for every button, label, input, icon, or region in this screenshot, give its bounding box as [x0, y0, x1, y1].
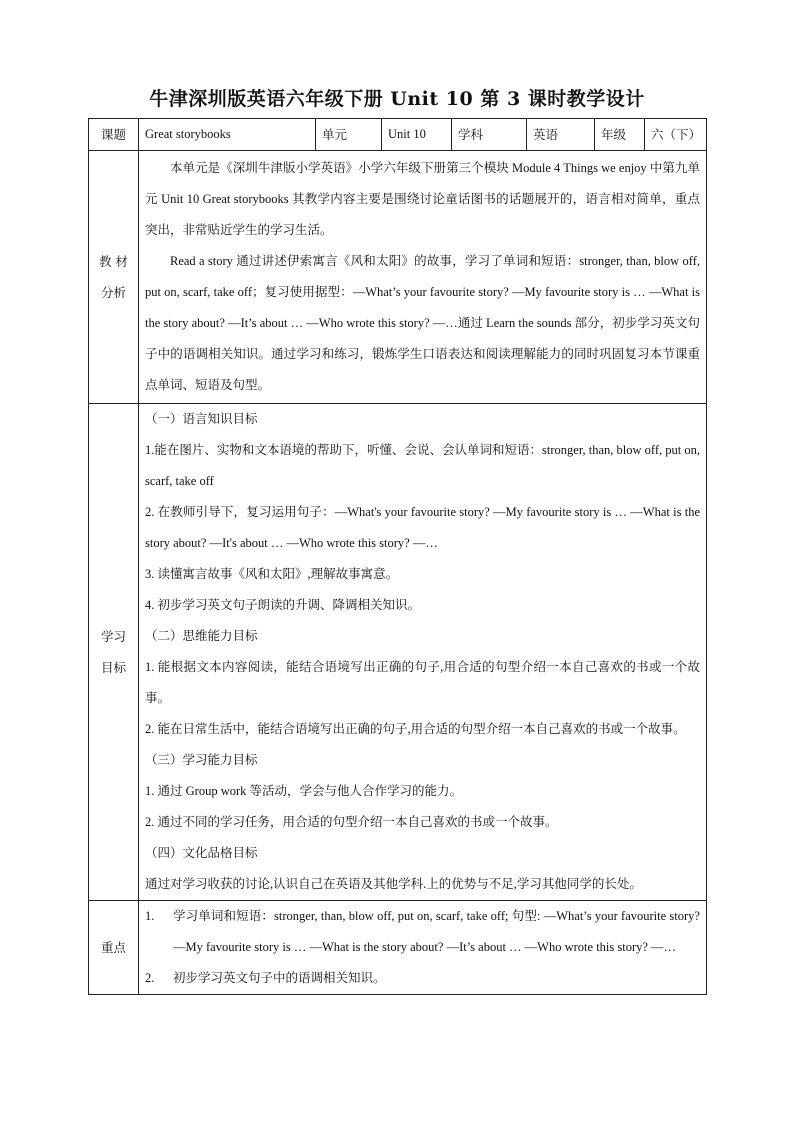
key-point-number: 2.: [145, 971, 155, 985]
key-point-text: 初步学习英文句子中的语调相关知识。: [173, 971, 386, 985]
objectives-label-line1: 学习: [100, 629, 126, 644]
objectives-content: [139, 404, 707, 901]
key-points-content: [139, 901, 707, 995]
objective-line: 4. 初步学习英文句子朗读的升调、降调相关知识。: [145, 598, 421, 612]
objective-line: 2. 能在日常生活中，能结合语境写出正确的句子,用合适的句型介绍一本自己喜欢的书或一个故事。: [145, 722, 686, 736]
subject-value: 英语: [527, 119, 595, 151]
objective-heading-thinking: （二）思维能力目标: [145, 629, 258, 643]
analysis-row: [89, 151, 707, 404]
analysis-paragraph-1: 本单元是《深圳牛津版小学英语》小学六年级下册第三个模块 Module 4 Things we enjoy 中第九单元 Unit 10 Great storybooks 其教学内容主要是围绕讨论童话图书的话题展开的，语言相对简单，重点突出，非常贴近学生的学习生活。: [145, 161, 700, 237]
analysis-paragraph-2: Read a story 通过讲述伊索寓言《风和太阳》的故事，学习了单词和短语：stronger, than, blow off, put on, scarf, take off；复习使用据型：—What’s your favourite story? —My favourite story is … —What is the story about? —It’s about … —Who wrote this story? —…通过 Learn the sounds 部分，初步学习英文句子中的语调相关知识。通过学习和练习，锻炼学生口语表达和阅读理解能力的同时巩固复习本节课重点单词、短语及句型。: [145, 254, 700, 392]
key-point-number: 1.: [145, 909, 155, 923]
objective-heading-language: （一）语言知识目标: [145, 412, 258, 426]
analysis-label-line1: 教 材: [99, 254, 128, 269]
header-row: [89, 119, 707, 151]
analysis-label: [89, 151, 139, 404]
objectives-label: [89, 404, 139, 901]
objective-line: 通过对学习收获的讨论,认识自己在英语及其他学科.上的优势与不足,学习其他同学的长处。: [145, 877, 642, 891]
key-points-row: [89, 901, 707, 995]
lesson-plan-table: [88, 118, 707, 995]
objective-line: 1. 通过 Group work 等活动，学会与他人合作学习的能力。: [145, 784, 463, 798]
grade-label: 年级: [595, 119, 645, 151]
objective-heading-learning: （三）学习能力目标: [145, 753, 258, 767]
topic-value: Great storybooks: [139, 119, 316, 151]
objective-line: 2. 通过不同的学习任务，用合适的句型介绍一本自己喜欢的书或一个故事。: [145, 815, 558, 829]
key-point-text: 学习单词和短语：stronger, than, blow off, put on, scarf, take off; 句型: —What’s your favourite story? —My favourite story is … —What is the story about? —It’s about … —Who wrote this story? —…: [173, 909, 700, 954]
analysis-label-line2: 分析: [100, 285, 126, 300]
subject-label: 学科: [452, 119, 527, 151]
unit-label: 单元: [316, 119, 382, 151]
key-point-item: [145, 963, 700, 994]
objectives-row: [89, 404, 707, 901]
grade-value: 六（下）: [645, 119, 707, 151]
key-point-item: [145, 901, 700, 963]
unit-value: Unit 10: [382, 119, 452, 151]
topic-label: 课题: [89, 119, 139, 151]
objective-heading-culture: （四）文化品格目标: [145, 846, 258, 860]
objective-line: 1. 能根据文本内容阅读，能结合语境写出正确的句子,用合适的句型介绍一本自己喜欢的书或一个故事。: [145, 660, 700, 705]
objectives-label-line2: 目标: [100, 660, 126, 675]
objective-line: 1.能在图片、实物和文本语境的帮助下，听懂、会说、会认单词和短语：stronger, than, blow off, put on, scarf, take off: [145, 443, 700, 488]
analysis-content: [139, 151, 707, 404]
key-points-label: 重点: [89, 901, 139, 995]
page-title: 牛津深圳版英语六年级下册 Unit 10 第 3 课时教学设计: [149, 88, 645, 110]
objective-line: 2. 在教师引导下，复习运用句子：—What's your favourite story? —My favourite story is … —What is the story about? —It's about … —Who wrote this story? —…: [145, 505, 700, 550]
objective-line: 3. 读懂寓言故事《风和太阳》,理解故事寓意。: [145, 567, 399, 581]
